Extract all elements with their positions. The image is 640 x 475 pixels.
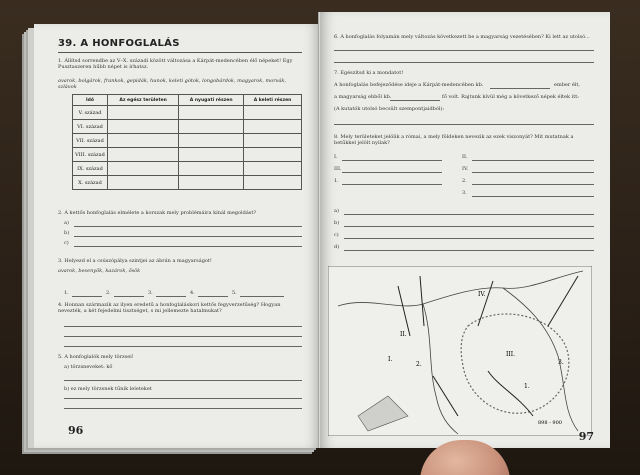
right-page <box>320 12 610 448</box>
answer-line[interactable] <box>72 296 102 297</box>
answer-line[interactable] <box>64 336 302 337</box>
page-title: 39. A HONFOGLALÁS <box>58 38 180 49</box>
question-8: 8. Mely területeket jelölik a római, a mely földeken nevezik az ezek viszonyát? Mit mutatnak a betűkkel jelölt nyilak? <box>334 134 574 146</box>
table-row <box>73 120 302 134</box>
sentence-part: fő volt. Rajtunk kívül még a következő népek éltek itt: <box>442 94 579 100</box>
question-3: 3. Helyezd el a csúszópálya szintjei az ábrán a magyarságot! <box>58 258 212 264</box>
answer-cell[interactable] <box>244 120 302 134</box>
answer-line[interactable] <box>390 100 440 101</box>
answer-cell[interactable] <box>179 106 244 120</box>
answer-line[interactable] <box>74 246 302 247</box>
answer-cell[interactable] <box>108 120 179 134</box>
table-cell: VIII. század <box>73 148 108 162</box>
question-7: 7. Egészítsd ki a mondatot! <box>334 70 404 76</box>
table-header-row <box>73 95 302 106</box>
table-cell: VI. század <box>73 120 108 134</box>
answer-cell[interactable] <box>108 176 179 190</box>
sentence-part: A honfoglalás befejeződése ideje a Kárpát-medencében kb. <box>334 82 484 88</box>
answer-label: a) törzsneveket: kő <box>64 364 113 370</box>
title-rule <box>58 52 302 53</box>
answer-line[interactable] <box>472 172 594 173</box>
answer-line[interactable] <box>490 88 550 89</box>
answer-line[interactable] <box>342 160 442 161</box>
answer-line[interactable] <box>156 296 186 297</box>
number-label: 2. <box>462 178 467 184</box>
answer-line[interactable] <box>198 296 228 297</box>
table-row <box>73 162 302 176</box>
answer-cell[interactable] <box>108 162 179 176</box>
answer-cell[interactable] <box>244 134 302 148</box>
answer-line[interactable] <box>334 124 594 125</box>
answer-cell[interactable] <box>244 148 302 162</box>
map-label: II. <box>400 331 407 338</box>
table-header: Az egész területen <box>108 95 179 106</box>
sequence-number: 2. <box>106 290 111 296</box>
answer-line[interactable] <box>64 398 302 399</box>
answer-cell[interactable] <box>244 106 302 120</box>
roman-label: IV. <box>462 166 469 172</box>
letter-label: b) <box>334 220 340 226</box>
page-number: 96 <box>68 424 84 437</box>
answer-line[interactable] <box>344 250 594 251</box>
answer-line[interactable] <box>472 196 594 197</box>
answer-cell[interactable] <box>179 176 244 190</box>
table-row <box>73 106 302 120</box>
answer-cell[interactable] <box>179 148 244 162</box>
table-cell: VII. század <box>73 134 108 148</box>
question-1-peoples: avarok, bolgárok, frankok, gepidák, hunok, keleti gótok, longobárdok, magyarok, morvák, szlávok <box>58 78 287 90</box>
map-date-label: 898 - 900 <box>538 420 562 426</box>
answer-line[interactable] <box>344 214 594 215</box>
map-label: 2. <box>416 361 422 368</box>
answer-line[interactable] <box>64 346 302 347</box>
question-2: 2. A kettős honfoglalás elmélete a korszak mely problémáira kínál megoldást? <box>58 210 257 216</box>
answer-line[interactable] <box>472 160 594 161</box>
letter-label: a) <box>334 208 339 214</box>
answer-cell[interactable] <box>179 162 244 176</box>
answer-cell[interactable] <box>108 106 179 120</box>
letter-label: c) <box>334 232 339 238</box>
answer-cell[interactable] <box>179 120 244 134</box>
sequence-number: 4. <box>190 290 195 296</box>
sentence-part: a magyarság ebből kb. <box>334 94 392 100</box>
answer-line[interactable] <box>64 326 302 327</box>
answer-line[interactable] <box>344 226 594 227</box>
answer-cell[interactable] <box>179 134 244 148</box>
answer-line[interactable] <box>342 184 442 185</box>
table-cell: X. század <box>73 176 108 190</box>
question-6: 6. A honfoglalás folyamán mely változás következett be a magyarság vezetésében? Ki lett az utolsó... <box>334 34 590 40</box>
sentence-part: ember élt, <box>554 82 580 88</box>
answer-line[interactable] <box>334 50 594 51</box>
answer-label: c) <box>64 240 69 246</box>
answer-cell[interactable] <box>108 134 179 148</box>
answer-label: a) <box>64 220 69 226</box>
table-header: Idő <box>73 95 108 106</box>
answer-line[interactable] <box>64 408 302 409</box>
answer-line[interactable] <box>344 238 594 239</box>
sequence-number: 1. <box>64 290 69 296</box>
table-header: A keleti részen <box>244 95 302 106</box>
peoples-table <box>72 94 302 190</box>
answer-line[interactable] <box>240 296 284 297</box>
map-label: I. <box>388 356 393 363</box>
question-3-items: avarok, besenyők, kazárok, ősök <box>58 268 141 274</box>
answer-label: b) ez mely törzsnek tűnik leleteket <box>64 386 152 392</box>
answer-cell[interactable] <box>244 176 302 190</box>
answer-line[interactable] <box>64 380 302 381</box>
number-label: 3. <box>462 190 467 196</box>
table-row <box>73 148 302 162</box>
table-header: A nyugati részen <box>179 95 244 106</box>
answer-line[interactable] <box>334 62 594 63</box>
map-label: III. <box>506 351 516 358</box>
answer-line[interactable] <box>74 236 302 237</box>
letter-label: d) <box>334 244 340 250</box>
map-label: 1. <box>524 383 530 390</box>
sentence-part: (A kutatók utolsó becsült szempontjaidból): <box>334 106 445 112</box>
table-row <box>73 176 302 190</box>
roman-label: III. <box>334 166 342 172</box>
answer-label: b) <box>64 230 70 236</box>
answer-cell[interactable] <box>108 148 179 162</box>
table-cell: IX. század <box>73 162 108 176</box>
answer-line[interactable] <box>342 172 442 173</box>
number-label: 1. <box>334 178 339 184</box>
left-page <box>34 24 320 448</box>
page-number: 97 <box>578 430 594 443</box>
table-cell: V. század <box>73 106 108 120</box>
roman-label: I. <box>334 154 338 160</box>
answer-line[interactable] <box>74 226 302 227</box>
sequence-number: 5. <box>232 290 237 296</box>
sequence-number: 3. <box>148 290 153 296</box>
table-row <box>73 134 302 148</box>
question-1: 1. Állítsd sorrendbe az V–X. századi között változása a Kárpát-medencében élő népeket! Egy Pusztaszeren hűbb népet is írhatsz. <box>58 58 293 70</box>
answer-line[interactable] <box>114 296 144 297</box>
question-5: 5. A honfoglalók mely törzsei! <box>58 354 134 360</box>
question-4: 4. Honnan származik az ilyen eredetű a honfoglaláskori kettős fegyverzetűség? Hogyan nevezték, a két fejedelmi tisztséget, s mi jellemezte hatalmukat? <box>58 302 281 314</box>
roman-label: II. <box>462 154 468 160</box>
map-label: IV. <box>478 291 486 298</box>
answer-cell[interactable] <box>244 162 302 176</box>
map-label: 3. <box>558 359 564 366</box>
answer-line[interactable] <box>472 184 594 185</box>
migration-map <box>328 266 592 436</box>
